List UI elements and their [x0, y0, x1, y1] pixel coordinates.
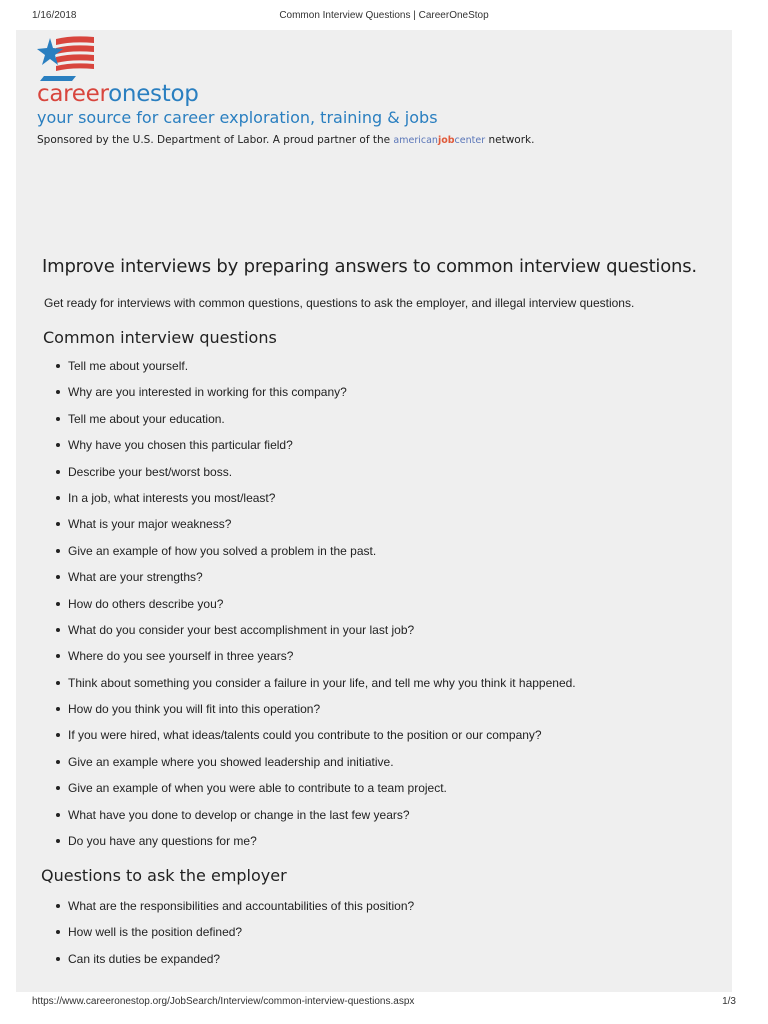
bullet-icon [56, 707, 60, 711]
intro-text: Get ready for interviews with common questions, questions to ask the employer, and illegal interview questions. [44, 296, 635, 310]
bullet-icon [56, 760, 60, 764]
bullet-icon [56, 602, 60, 606]
list-item [52, 700, 576, 726]
list-item-text: What are your strengths? [68, 570, 203, 585]
common-questions-title: Common interview questions [43, 328, 277, 347]
bullet-icon [56, 930, 60, 934]
bullet-icon [56, 575, 60, 579]
bullet-icon [56, 839, 60, 843]
list-item-text: What have you done to develop or change in the last few years? [68, 807, 410, 822]
bullet-icon [56, 417, 60, 421]
page-url: https://www.careeronestop.org/JobSearch/Interview/common-interview-questions.aspx [32, 996, 415, 1007]
list-item [52, 595, 576, 621]
list-item [52, 832, 576, 858]
bullet-icon [56, 813, 60, 817]
americanjobcenter-link[interactable] [393, 135, 485, 146]
sponsor-suffix: network. [485, 134, 535, 146]
list-item [52, 806, 576, 832]
bullet-icon [56, 654, 60, 658]
bullet-icon [56, 390, 60, 394]
list-item-text: What do you consider your best accomplishment in your last job? [68, 622, 415, 637]
list-item [52, 897, 414, 923]
list-item [52, 568, 576, 594]
print-header [32, 10, 736, 24]
list-item-text: Tell me about your education. [68, 411, 225, 426]
brand-name[interactable] [37, 81, 199, 107]
list-item-text: What is your major weakness? [68, 517, 232, 532]
list-item [52, 726, 576, 752]
bullet-icon [56, 904, 60, 908]
list-item-text: Think about something you consider a failure in your life, and tell me why you think it happened. [68, 675, 576, 690]
list-item-text: How well is the position defined? [68, 925, 243, 940]
list-item-text: If you were hired, what ideas/talents could you contribute to the position or our company? [68, 728, 542, 743]
list-item [52, 463, 576, 489]
print-page-title: Common Interview Questions | CareerOneStop [279, 10, 489, 21]
list-item-text: In a job, what interests you most/least? [68, 490, 276, 505]
list-item [52, 621, 576, 647]
list-item [52, 515, 576, 541]
list-item [52, 674, 576, 700]
list-item-text: Give an example of how you solved a problem in the past. [68, 543, 377, 558]
list-item [52, 489, 576, 515]
list-item-text: Can its duties be expanded? [68, 951, 221, 966]
list-item [52, 410, 576, 436]
bullet-icon [56, 364, 60, 368]
list-item-text: Why are you interested in working for this company? [68, 385, 347, 400]
list-item-text: Give an example of when you were able to contribute to a team project. [68, 781, 447, 796]
partner-part-american: american [393, 135, 438, 146]
print-date: 1/16/2018 [32, 10, 77, 21]
list-item-text: What are the responsibilities and accountabilities of this position? [68, 899, 415, 913]
print-footer [32, 996, 736, 1010]
employer-questions-title: Questions to ask the employer [41, 866, 287, 885]
bullet-icon [56, 443, 60, 447]
list-item-text: Why have you chosen this particular field? [68, 438, 293, 453]
list-item-text: How do others describe you? [68, 596, 224, 611]
bullet-icon [56, 522, 60, 526]
brand-name-career: career [37, 81, 109, 107]
sponsor-line [37, 133, 534, 148]
list-item-text: Describe your best/worst boss. [68, 464, 233, 479]
partner-part-center: center [454, 135, 486, 146]
list-item-text: Where do you see yourself in three years? [68, 649, 294, 664]
list-item-text: Do you have any questions for me? [68, 834, 257, 849]
list-item-text: How do you think you will fit into this operation? [68, 702, 321, 717]
list-item-text: Give an example where you showed leadership and initiative. [68, 754, 394, 769]
bullet-icon [56, 496, 60, 500]
list-item [52, 383, 576, 409]
bullet-icon [56, 628, 60, 632]
bullet-icon [56, 681, 60, 685]
common-questions-list [52, 357, 576, 858]
brand-tagline: your source for career exploration, training & jobs [37, 108, 438, 127]
careeronestop-logo-icon[interactable] [36, 32, 96, 82]
list-item [52, 923, 414, 949]
list-item [52, 779, 576, 805]
list-item [52, 753, 576, 779]
list-item [52, 647, 576, 673]
list-item [52, 950, 414, 976]
list-item [52, 542, 576, 568]
sponsor-prefix: Sponsored by the U.S. Department of Labor. A proud partner of the [37, 134, 394, 146]
bullet-icon [56, 470, 60, 474]
brand-name-onestop: onestop [108, 81, 199, 107]
bullet-icon [56, 957, 60, 961]
employer-questions-list [52, 897, 414, 976]
list-item [52, 357, 576, 383]
page-number: 1/3 [722, 996, 736, 1007]
page-headline: Improve interviews by preparing answers to common interview questions. [42, 256, 697, 277]
list-item-text: Tell me about yourself. [68, 359, 189, 373]
partner-part-job: job [437, 135, 455, 146]
bullet-icon [56, 786, 60, 790]
list-item [52, 436, 576, 462]
bullet-icon [56, 549, 60, 553]
bullet-icon [56, 733, 60, 737]
